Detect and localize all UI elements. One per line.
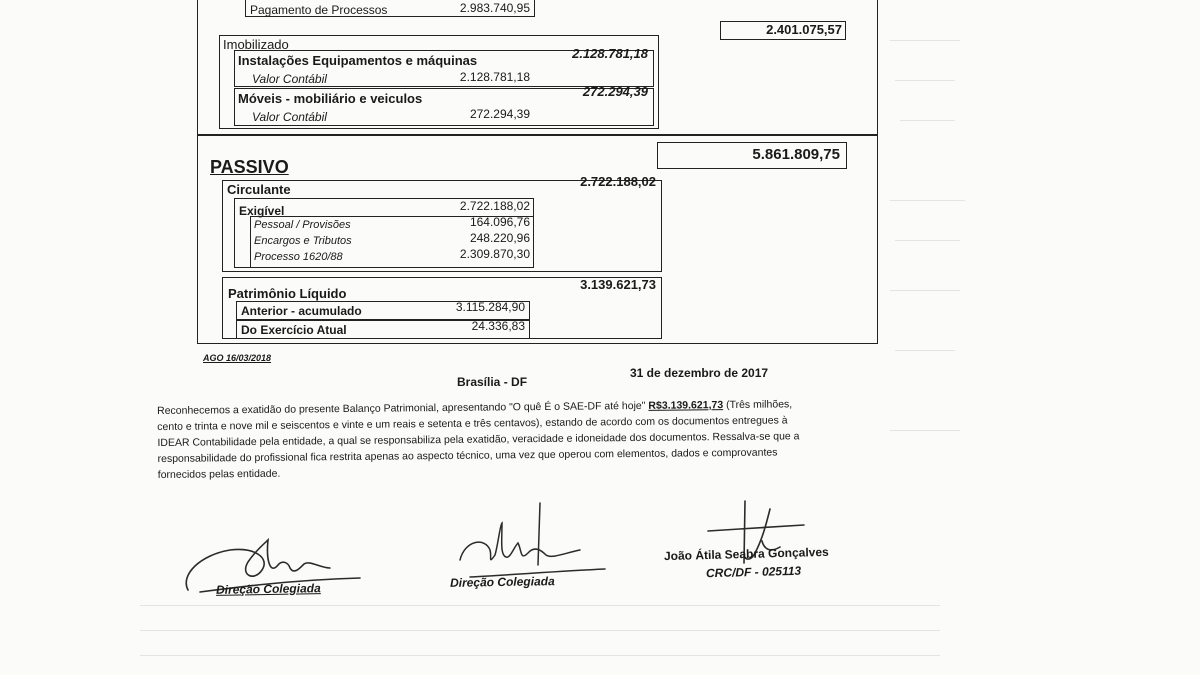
pl-value: 3.139.621,73 xyxy=(580,277,656,292)
legal-line-3: IDEAR Contabilidade pela entidade, a qual se responsabiliza pela exatidão, veracidade e idoneidade dos documentos. Ressalva-se que a xyxy=(157,430,800,449)
imobilizado-total: 2.401.075,57 xyxy=(766,22,842,37)
legal-line-4: responsabilidade do profissional fica restrita apenas ao aspecto técnico, uma vez que operou com elementos, dados e comprovantes xyxy=(157,446,778,465)
circulante-label: Circulante xyxy=(227,182,291,197)
moveis-value: 272.294,39 xyxy=(582,84,648,99)
exigivel-label: Exigível xyxy=(239,204,285,218)
item-value: 164.096,76 xyxy=(469,215,530,229)
legal-line-1b: (Três milhões, xyxy=(723,398,793,412)
circulante-value: 2.722.188,02 xyxy=(580,174,656,189)
item-label: Pessoal / Provisões xyxy=(254,219,351,231)
moveis-label: Móveis - mobiliário e veiculos xyxy=(238,91,423,106)
signature-2-label: Direção Colegiada xyxy=(449,574,555,590)
exigivel-value: 2.722.188,02 xyxy=(459,199,530,213)
exercicio-value: 24.336,83 xyxy=(471,319,525,333)
instalacoes-value: 2.128.781,18 xyxy=(572,46,648,61)
accountant-name: João Átila Seabra Gonçalves xyxy=(663,544,829,564)
item-label: Encargos e Tributos xyxy=(254,235,352,247)
anterior-value: 3.115.284,90 xyxy=(455,300,525,314)
instalacoes-label: Instalações Equipamentos e máquinas xyxy=(238,53,478,68)
accountant-crc: CRC/DF - 025113 xyxy=(705,563,802,581)
pagamento-processos-value: 2.983.740,95 xyxy=(459,1,530,15)
legal-amount: R$3.139.621,73 xyxy=(648,399,724,412)
pagamento-processos-label: Pagamento de Processos xyxy=(250,3,388,17)
legal-line-5: fornecidos pelas entidade. xyxy=(157,467,281,481)
date: 31 de dezembro de 2017 xyxy=(630,366,769,380)
legal-line-1a: Reconhecemos a exatidão do presente Balanço Patrimonial, apresentando "O quê É o SAE-DF até hoje" xyxy=(157,399,649,417)
instalacoes-vc-value: 2.128.781,18 xyxy=(459,70,530,84)
signature-1-label: Direção Colegiada xyxy=(215,581,321,597)
exercicio-label: Do Exercício Atual xyxy=(241,323,347,337)
moveis-vc-label: Valor Contábil xyxy=(252,110,327,124)
item-value: 2.309.870,30 xyxy=(459,247,530,261)
ago-note: AGO 16/03/2018 xyxy=(203,353,272,363)
imobilizado-label: Imobilizado xyxy=(223,37,289,52)
item-value: 248.220,96 xyxy=(469,231,530,245)
item-label: Processo 1620/88 xyxy=(254,251,343,263)
passivo-title: PASSIVO xyxy=(210,157,289,177)
legal-statement xyxy=(157,395,927,481)
pl-label: Patrimônio Líquido xyxy=(228,286,347,301)
anterior-label: Anterior - acumulado xyxy=(241,304,362,318)
place: Brasília - DF xyxy=(457,375,528,389)
moveis-vc-value: 272.294,39 xyxy=(469,107,530,121)
passivo-total: 5.861.809,75 xyxy=(752,146,840,163)
legal-line-2: cento e trinta e nove mil e seiscentos e vinte e um reais e setenta e três centavos), estando de acordo com os documentos entregues à xyxy=(157,414,788,433)
instalacoes-vc-label: Valor Contábil xyxy=(252,72,327,86)
